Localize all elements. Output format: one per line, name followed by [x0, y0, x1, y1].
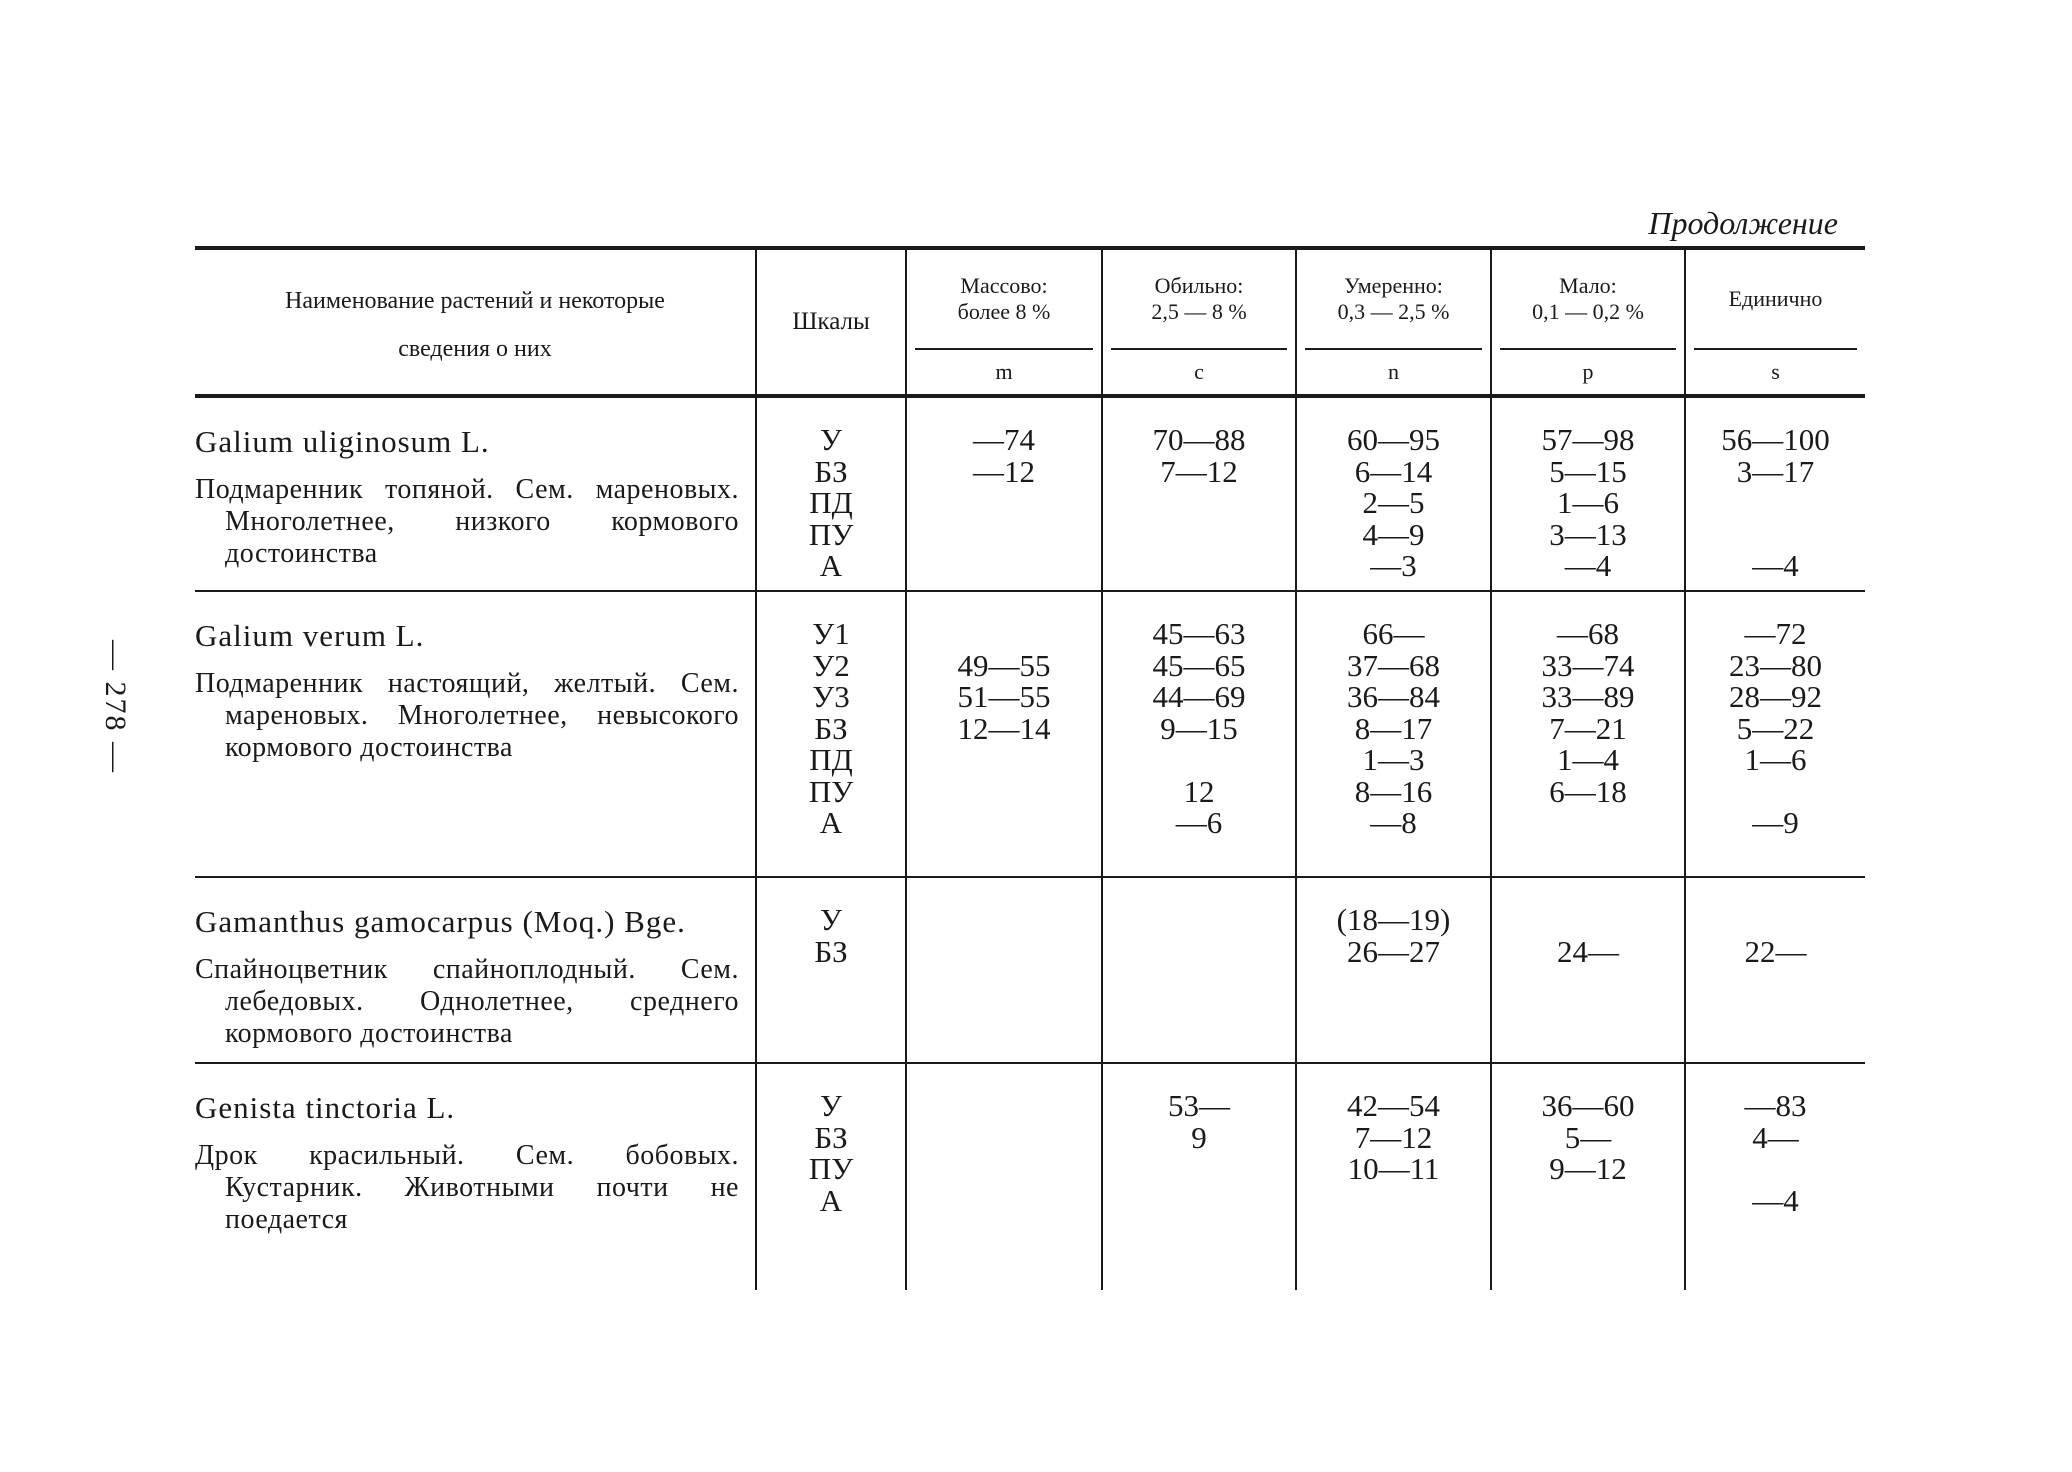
values-p	[1490, 878, 1684, 1062]
value: 7—21	[1549, 710, 1627, 746]
value: 44—69	[1152, 679, 1246, 714]
species-description: Спайноцветник спайноплодный. Сем. лебедовых. Однолетнее, среднего кормового достоинства	[195, 954, 739, 1049]
value: 1—4	[1557, 742, 1619, 777]
value: (18—19)	[1336, 902, 1451, 937]
value: 57—98	[1541, 422, 1635, 457]
value	[1686, 776, 1865, 808]
header-col-p	[1490, 250, 1684, 394]
species-cell	[195, 1064, 755, 1290]
value: 6—14	[1354, 453, 1433, 489]
value: 5—22	[1736, 710, 1815, 746]
header-col-n-code: n	[1305, 348, 1482, 394]
value: 9	[1191, 1119, 1207, 1155]
scale-label: А	[819, 805, 843, 840]
scale-label: У	[820, 1088, 842, 1123]
species-latin-name: Galium verum L.	[195, 618, 425, 653]
values-c	[1101, 592, 1295, 876]
value	[907, 618, 1101, 650]
values-s	[1684, 592, 1865, 876]
value: 56—100	[1721, 422, 1830, 457]
value: 3—17	[1736, 453, 1815, 489]
scales-cell	[755, 592, 905, 876]
vegetation-table	[195, 246, 1865, 1290]
header-col-n-line2: 0,3 — 2,5 %	[1337, 299, 1450, 324]
header-col-p-line2: 0,1 — 0,2 %	[1532, 299, 1644, 324]
values-s	[1684, 398, 1865, 592]
value: —4	[1752, 1182, 1799, 1218]
species-description: Подмаренник настоящий, желтый. Сем. мареновых. Многолетнее, невысокого кормового достоинства	[195, 668, 739, 763]
header-name	[195, 250, 755, 394]
scale-label: ПУ	[808, 516, 854, 552]
scale-label: У2	[812, 647, 850, 683]
value: —12	[973, 453, 1035, 489]
scale-label: ПД	[809, 742, 853, 777]
species-cell	[195, 878, 755, 1062]
value: 10—11	[1347, 1151, 1440, 1186]
value: 3—13	[1549, 516, 1627, 552]
values-s	[1684, 1064, 1865, 1290]
values-p	[1490, 1064, 1684, 1290]
header-col-s-code: s	[1694, 348, 1857, 394]
header-col-p-line1: Мало:	[1559, 273, 1617, 298]
value: 4—	[1752, 1119, 1799, 1155]
value: 8—16	[1354, 773, 1433, 809]
header-col-n	[1295, 250, 1490, 394]
scale-label: БЗ	[814, 453, 848, 489]
values-m	[905, 878, 1101, 1062]
value: 1—6	[1557, 485, 1619, 520]
species-latin-name: Galium uliginosum L.	[195, 424, 490, 459]
value: 51—55	[957, 679, 1051, 714]
values-n	[1295, 398, 1490, 592]
value: 36—84	[1347, 679, 1440, 714]
table-row	[195, 878, 1865, 1062]
values-m	[905, 1064, 1101, 1290]
values-p	[1490, 592, 1684, 876]
scales-cell	[755, 878, 905, 1062]
value: —72	[1744, 616, 1807, 651]
value: 42—54	[1347, 1088, 1440, 1123]
value: 49—55	[957, 647, 1051, 683]
value: 5—	[1564, 1119, 1612, 1155]
value: 37—68	[1347, 647, 1440, 683]
value: 4—9	[1362, 516, 1425, 552]
scales-cell	[755, 1064, 905, 1290]
value: 7—12	[1354, 1119, 1433, 1155]
value: —4	[1752, 548, 1799, 583]
page-number: — 278 —	[99, 640, 132, 774]
value: 45—63	[1152, 616, 1246, 651]
values-p	[1490, 398, 1684, 592]
header-col-m-line1: Массово:	[960, 273, 1048, 298]
value: 2—5	[1362, 485, 1425, 520]
header-col-s	[1684, 250, 1865, 394]
value: 1—6	[1744, 742, 1807, 777]
header-name-line1: Наименование растений и некоторые	[285, 288, 665, 314]
table-row	[195, 1064, 1865, 1290]
values-m	[905, 592, 1101, 876]
value: 24—	[1557, 933, 1619, 969]
value: 1—3	[1362, 742, 1425, 777]
scale-label: БЗ	[814, 1119, 848, 1155]
species-latin-name: Gamanthus gamocarpus (Moq.) Bge.	[195, 904, 686, 939]
value: —4	[1564, 548, 1612, 583]
scales-cell	[755, 398, 905, 592]
scale-label: ПД	[809, 485, 853, 520]
value: 23—80	[1729, 647, 1822, 683]
value	[1686, 519, 1865, 551]
table-row	[195, 398, 1865, 590]
value: —74	[973, 422, 1035, 457]
header-col-s-line1: Единично	[1728, 286, 1823, 311]
species-cell	[195, 398, 755, 592]
header-col-n-line1: Умеренно:	[1344, 273, 1443, 298]
values-c	[1101, 878, 1295, 1062]
value: 45—65	[1152, 647, 1246, 683]
values-s	[1684, 878, 1865, 1062]
value: —3	[1370, 548, 1417, 583]
continuation-label: Продолжение	[1648, 205, 1838, 241]
header-col-c-line2: 2,5 — 8 %	[1151, 299, 1247, 324]
values-n	[1295, 878, 1490, 1062]
value: 53—	[1168, 1088, 1230, 1123]
value: 12	[1183, 773, 1215, 809]
value: 9—12	[1549, 1151, 1627, 1186]
values-m	[905, 398, 1101, 592]
value	[1103, 744, 1295, 776]
scale-label: У1	[812, 616, 850, 651]
header-col-m-code: m	[915, 348, 1093, 394]
scale-label: У3	[812, 679, 850, 714]
header-col-m	[905, 250, 1101, 394]
value: 66—	[1362, 616, 1425, 651]
value	[1686, 487, 1865, 519]
header-col-p-code: p	[1500, 348, 1676, 394]
value: —83	[1744, 1088, 1807, 1123]
header-col-m-line2: более 8 %	[957, 299, 1051, 324]
scale-label: ПУ	[808, 1151, 854, 1186]
scale-label: ПУ	[808, 773, 854, 809]
header-col-c	[1101, 250, 1295, 394]
species-cell	[195, 592, 755, 876]
value: 7—12	[1160, 453, 1238, 489]
species-description: Дрок красильный. Сем. бобовых. Кустарник. Животными почти не поедается	[195, 1140, 739, 1235]
value: 60—95	[1347, 422, 1440, 457]
scale-label: А	[819, 548, 843, 583]
value	[1686, 904, 1865, 936]
values-c	[1101, 1064, 1295, 1290]
table-header	[195, 250, 1865, 394]
value: —6	[1175, 805, 1223, 840]
value: 33—74	[1541, 647, 1635, 683]
table-row	[195, 592, 1865, 876]
value: 6—18	[1549, 773, 1627, 809]
value	[1686, 1153, 1865, 1185]
value: 36—60	[1541, 1088, 1635, 1123]
value: 70—88	[1152, 422, 1246, 457]
values-n	[1295, 1064, 1490, 1290]
scale-label: БЗ	[814, 933, 848, 969]
value: —68	[1557, 616, 1619, 651]
value: 5—15	[1549, 453, 1627, 489]
value	[1492, 904, 1684, 936]
header-col-c-code: c	[1111, 348, 1287, 394]
scale-label: У	[820, 422, 842, 457]
value: 8—17	[1354, 710, 1433, 746]
scale-label: А	[819, 1182, 843, 1218]
species-description: Подмаренник топяной. Сем. мареновых. Многолетнее, низкого кормового достоинства	[195, 474, 739, 569]
value: —9	[1752, 805, 1799, 840]
value: 26—27	[1347, 933, 1440, 969]
values-c	[1101, 398, 1295, 592]
value: 9—15	[1160, 710, 1238, 746]
header-scales: Шкалы	[755, 250, 905, 394]
header-col-c-line1: Обильно:	[1154, 273, 1244, 298]
value: 22—	[1744, 933, 1807, 969]
values-n	[1295, 592, 1490, 876]
header-name-line2: сведения о них	[398, 336, 552, 362]
value: 33—89	[1541, 679, 1635, 714]
value: 12—14	[957, 710, 1051, 746]
value: 28—92	[1729, 679, 1822, 714]
species-latin-name: Genista tinctoria L.	[195, 1090, 456, 1125]
scale-label: БЗ	[814, 710, 848, 746]
value: —8	[1370, 805, 1417, 840]
scale-label: У	[820, 902, 842, 937]
